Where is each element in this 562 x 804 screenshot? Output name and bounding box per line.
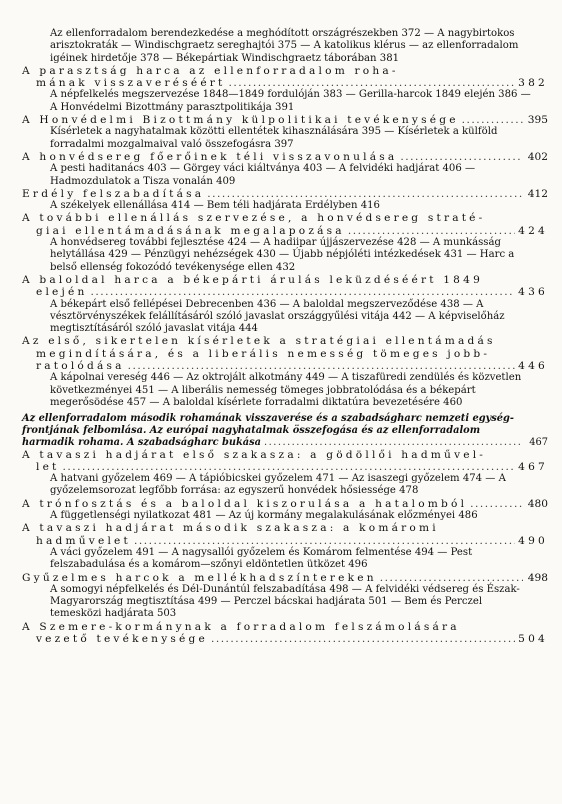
entry-title-continued [0, 535, 562, 547]
leader-dots [128, 360, 516, 372]
toc-entry[interactable] [0, 65, 562, 114]
entry-title-continued [0, 225, 562, 237]
entry-title-continued [0, 286, 562, 298]
entry-page-number: 498 [527, 571, 548, 584]
entry-heading [0, 151, 562, 163]
entry-subtopics: A békepárt első fellépései Debrecenben 436 — A baloldal megszerveződése 438 — A vésztörvényszékek felállításáról szóló javaslat országgyűlési vitája 442 — A képviselőház megtisztításáról szóló javaslat vitája 444 [50, 298, 505, 335]
entry-heading [0, 188, 562, 200]
entry-title: A tavaszi hadjárat első szakasza: a gödöllői hadművel- [22, 448, 487, 461]
part-line-2: frontjának felbomlása. Az európai nagyhatalmak összefogása és az ellenforradalom [22, 425, 481, 436]
entry-subtopics: A függetlenségi nyilatkozat 481 — Az új kormány megalakulásának előzményei 486 [50, 510, 478, 522]
toc-entries [0, 65, 562, 409]
toc-entry[interactable] [0, 335, 562, 409]
entry-page-number: 436 [518, 286, 548, 299]
entry-page-number: 412 [527, 187, 548, 200]
entry-heading [0, 335, 562, 347]
entry-subtopics: A váci győzelem 491 — A nagysallói győzelem és Komárom felmentése 494 — Pest felszabadulása és a komárom—szőnyi eldöntetlen ütközet 496 [50, 546, 473, 571]
leader-dots [207, 188, 523, 200]
toc-entry[interactable] [0, 572, 562, 621]
entry-title-last-line [36, 535, 548, 547]
part-heading [0, 413, 562, 448]
entry-page-number: 424 [518, 224, 548, 237]
leader-dots [380, 572, 523, 584]
entry-heading [0, 522, 562, 534]
part-line-3-row [22, 437, 548, 449]
entry-page-number: 395 [527, 114, 548, 127]
toc-entry[interactable] [0, 522, 562, 571]
entry-title-continued [0, 77, 562, 89]
entry-heading [0, 621, 562, 633]
toc-entry[interactable] [0, 621, 562, 646]
entry-title: Erdély felszabadítása [22, 187, 205, 200]
entry-title: Az első, sikertelen kísérletek a stratégiai ellentámadás [22, 335, 496, 348]
entry-heading [0, 65, 562, 77]
entry-title: A további ellenállás szervezése, a honvédsereg straté- [22, 212, 486, 225]
entry-subtopics: A székelyek ellenállása 414 — Bem téli hadjárata Erdélyben 416 [50, 200, 380, 212]
entry-page-number: 402 [527, 150, 548, 163]
leader-dots [264, 437, 523, 449]
leader-dots [134, 535, 515, 547]
part-line-3: harmadik rohama. A szabadságharc bukása [22, 436, 261, 448]
entry-title-last-line [36, 360, 548, 372]
entry-title: A baloldal harca a békepárti árulás leküzdéséért 1849 [22, 273, 484, 286]
entry-page-number: 446 [518, 360, 548, 373]
entry-heading [0, 498, 562, 510]
leader-dots [400, 151, 523, 163]
toc-entry[interactable] [0, 449, 562, 498]
entry-subtopics: A pesti haditanács 403 — Görgey váci kiáltványa 403 — A felvidéki hadjárat 406 — Hadmozdulatok a Tisza vonalán 409 [50, 163, 476, 187]
entry-page-number: 490 [518, 534, 548, 547]
entry-subtopics: A népfelkelés megszervezése 1848—1849 fordulóján 383 — Gerilla-harcok 1849 elején 386 — A Honvédelmi Bizottmány parasztpolitikája 391 [50, 89, 531, 113]
leader-dots [348, 225, 515, 237]
toc-entry[interactable] [0, 212, 562, 273]
entry-page-number: 480 [527, 497, 548, 510]
entry-title-continued [0, 348, 562, 373]
leader-dots [211, 633, 515, 645]
entry-title-cont-text: ratolódása [36, 360, 125, 373]
entry-title-continued [0, 633, 562, 645]
toc-entry[interactable] [0, 188, 562, 213]
entry-subtopics: A honvédsereg további fejlesztése 424 — A hadiipar újjászervezése 428 — A munkásság helytállása 429 — Pénzügyi nehézségek 430 — Újabb népjóléti intézkedések 431 — Harc a belső ellenség fokozódó tevékenysége ellen 432 [50, 237, 515, 273]
intro-paragraph: Az ellenforradalom berendezkedése a meghódított országrészekben 372 — A nagybirtokos arisztokraták — Windischgraetz sereghajtói 375 — A katolikus klérus — az ellenforradalom igéinek hirdetője 378 — Békepártiak Windischgraetz táborában 381 [50, 28, 519, 64]
toc-entry[interactable] [0, 151, 562, 188]
leader-dots [470, 498, 523, 510]
entry-heading [0, 114, 562, 126]
entry-title-cont-text: let [36, 460, 60, 473]
entry-title: A Szemere-kormánynak a forradalom felszámolására [22, 620, 460, 633]
entry-subtopics: Kísérletek a nagyhatalmak közötti ellentétek kihasználására 395 — Kísérletek a külföld forradalmi mozgalmaival való összefogásra 397 [50, 126, 498, 150]
entry-subtopics: A hatvani győzelem 469 — A tápióbicskei győzelem 471 — Az isaszegi győzelem 474 — A győzelemsorozat legfőbb forrása: az egyszerű honvédek hősiessége 478 [50, 473, 506, 497]
entry-page-number: 504 [518, 633, 548, 646]
entry-title-cont-text: mának visszaveréséért [36, 77, 226, 90]
leader-dots [462, 114, 523, 126]
entry-heading [0, 572, 562, 584]
entry-title-last-line [36, 225, 548, 237]
entry-page-number: 467 [518, 460, 548, 473]
entry-subtopics: A kápolnai vereség 446 — Az oktrojált alkotmány 449 — A tiszafüredi zendülés és közvetlen következményei 451 — A liberális nemesség tömeges jobbratolódása és a békepárt megerősödése 457 — A baloldal kísérlete forradalmi diktatúra bevezetésére 460 [50, 372, 522, 408]
part-line-1: Az ellenforradalom második rohamának visszaverése és a szabadságharc nemzeti egység- [22, 413, 514, 425]
entry-title: A tavaszi hadjárat második szakasza: a komáromi [22, 522, 439, 535]
entry-title-cont-line: megindítására, és a liberális nemesség tömeges jobb- [36, 347, 491, 360]
toc-entry[interactable] [0, 274, 562, 335]
part-page-number: 467 [529, 436, 548, 448]
entry-title: A Honvédelmi Bizottmány külpolitikai tevékenysége [22, 114, 459, 127]
entry-title-last-line [36, 461, 548, 473]
entry-subtopics: A somogyi népfelkelés és Dél-Dunántúl felszabadítása 498 — A felvidéki védsereg és Észak-Magyarország megtisztítása 499 — Perczel bácskai hadjárata 501 — Bem és Perczel temesközi hadjárata 503 [50, 583, 520, 620]
entry-title: A honvédsereg főerőinek téli visszavonulása [22, 150, 398, 163]
entry-title: A trónfosztás és a baloldal kiszorulása a hatalomból [22, 497, 468, 510]
entry-title-continued [0, 461, 562, 473]
entry-title: A parasztság harca az ellenforradalom roha- [22, 64, 399, 77]
entry-title-cont-text: hadművelet [36, 534, 131, 547]
entry-heading [0, 274, 562, 286]
entry-title-last-line [36, 286, 548, 298]
entry-title-cont-text: elején [36, 286, 88, 299]
entry-title-last-line [36, 633, 548, 645]
entry-title-last-line [36, 77, 548, 89]
entry-title-cont-text: giai ellentámadásának megalapozása [36, 224, 345, 237]
entry-heading [0, 449, 562, 461]
toc-entry[interactable] [0, 498, 562, 523]
leader-dots [229, 77, 516, 89]
entry-page-number: 382 [518, 77, 548, 90]
entry-title-cont-text: vezető tevékenysége [36, 633, 208, 646]
leader-dots [91, 286, 516, 298]
entry-heading [0, 212, 562, 224]
toc-entry[interactable] [0, 114, 562, 151]
entry-title: Gyűzelmes harcok a mellékhadszíntereken [22, 571, 377, 584]
toc-entries-2 [0, 449, 562, 646]
leader-dots [63, 461, 516, 473]
